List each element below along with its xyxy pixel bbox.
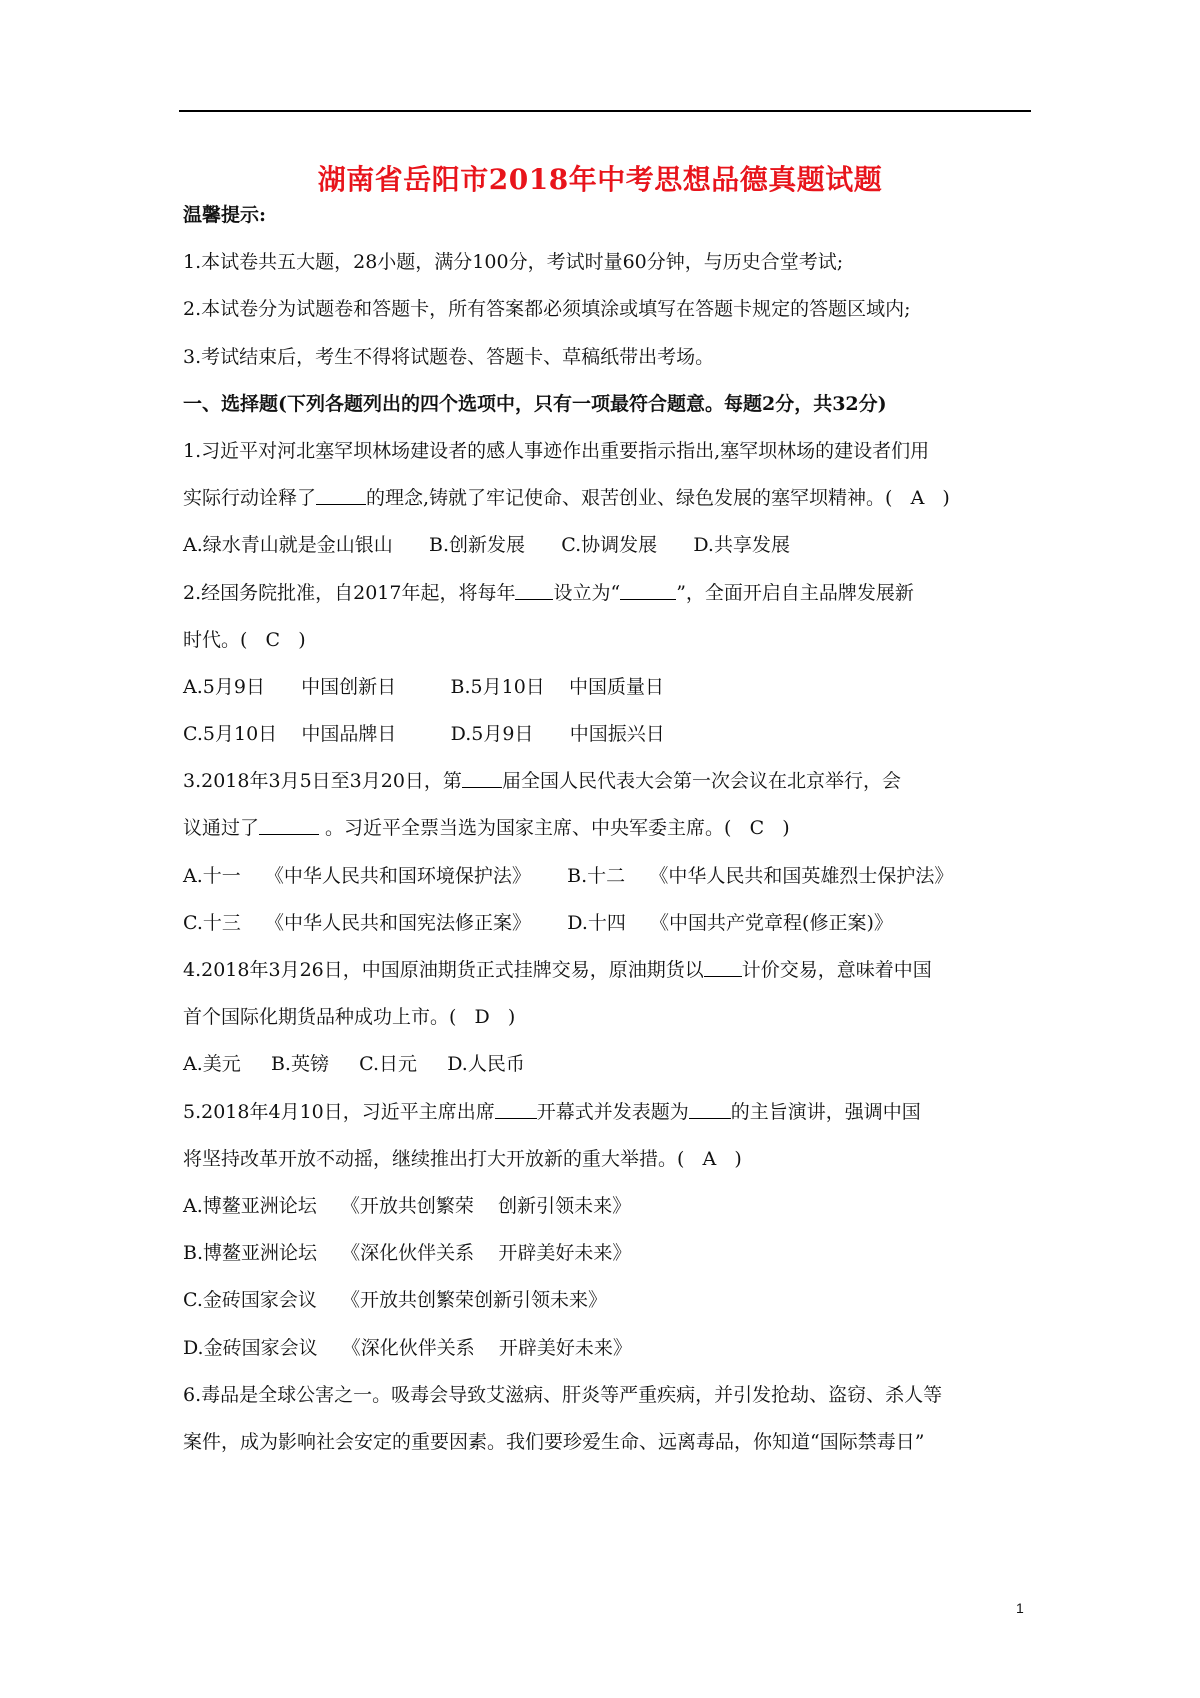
header-rule <box>179 110 1031 112</box>
q5-option-c: C.金砖国家会议 《开放共创繁荣创新引领未来》 <box>183 1289 608 1312</box>
q4-options: A.美元 B.英镑 C.日元 D.人民币 <box>183 1053 525 1076</box>
q2-line-1 <box>183 570 1033 617</box>
q2-options-1: A.5月9日 中国创新日 B.5月10日 中国质量日 <box>183 675 664 698</box>
tip-2: 2.本试卷分为试题卷和答题卡，所有答案都必须填涂或填写在答题卡规定的答题区域内; <box>183 298 911 321</box>
q2-text-b: 设立为“ <box>553 581 621 604</box>
q3-options-1: A.十一 《中华人民共和国环境保护法》 B.十二 《中华人民共和国英雄烈士保护法》 <box>183 864 954 887</box>
q4-line-1 <box>183 947 1033 994</box>
q6-line-2: 案件，成为影响社会安定的重要因素。我们要珍爱生命、远离毒品，你知道“国际禁毒日” <box>183 1430 925 1453</box>
section-1-heading: 一、选择题(下列各题列出的四个选项中，只有一项最符合题意。每题2分，共32分) <box>183 392 887 415</box>
q1-line-2 <box>183 475 1033 522</box>
q4-line-2: 首个国际化期货品种成功上市。( D ) <box>183 1006 516 1029</box>
tip-1: 1.本试卷共五大题，28小题，满分100分，考试时量60分钟，与历史合堂考试; <box>183 251 844 274</box>
q1-text-a: 实际行动诠释了 <box>183 487 317 510</box>
q3-text-a: 3.2018年3月5日至3月20日，第 <box>183 770 462 793</box>
q2-text-c: ”，全面开启自主品牌发展新 <box>676 581 914 604</box>
q5-line-2: 将坚持改革开放不动摇，继续推出打大开放新的重大举措。( A ) <box>183 1147 742 1170</box>
q3-text-b2: 。习近平全票当选为国家主席、中央军委主席。( C ) <box>319 817 790 840</box>
q4-text-b: 计价交易，意味着中国 <box>741 959 932 981</box>
q1-options: A.绿水青山就是金山银山 B.创新发展 C.协调发展 D.共享发展 <box>183 534 790 557</box>
answer-blank <box>620 577 676 600</box>
answer-blank <box>689 1096 731 1119</box>
q6-line-1: 6.毒品是全球公害之一。吸毒会导致艾滋病、肝炎等严重疾病，并引发抢劫、盗窃、杀人等 <box>183 1383 943 1406</box>
answer-blank <box>495 1096 537 1119</box>
q3-text-b: 届全国人民代表大会第一次会议在北京举行，会 <box>501 770 901 793</box>
q3-options-2: C.十三 《中华人民共和国宪法修正案》 D.十四 《中国共产党章程(修正案)》 <box>183 911 893 934</box>
q1-line-1: 1.习近平对河北塞罕坝林场建设者的感人事迹作出重要指示指出,塞罕坝林场的建设者们用 <box>183 439 930 462</box>
q2-text-a: 2.经国务院批准，自2017年起，将每年 <box>183 581 516 604</box>
q5-option-a: A.博鳌亚洲论坛 《开放共创繁荣 创新引领未来》 <box>183 1194 632 1217</box>
page-title: 湖南省岳阳市2018年中考思想品德真题试题 <box>317 163 883 196</box>
q5-option-d: D.金砖国家会议 《深化伙伴关系 开辟美好未来》 <box>183 1336 632 1359</box>
q5-text-b: 开幕式并发表题为 <box>536 1100 689 1123</box>
answer-blank <box>462 765 502 788</box>
tips-heading: 温馨提示: <box>183 204 267 226</box>
page-number: 1 <box>1016 1600 1024 1616</box>
answer-blank <box>316 482 366 505</box>
q5-text-c: 的主旨演讲，强调中国 <box>730 1100 921 1123</box>
q5-text-a: 5.2018年4月10日，习近平主席出席 <box>183 1100 495 1123</box>
q2-line-2: 时代。( C ) <box>183 628 306 651</box>
q2-options-2: C.5月10日 中国品牌日 D.5月9日 中国振兴日 <box>183 723 665 746</box>
q5-option-b: B.博鳌亚洲论坛 《深化伙伴关系 开辟美好未来》 <box>183 1242 632 1265</box>
q3-line-1 <box>183 758 1033 805</box>
document-body <box>183 192 1033 1466</box>
tip-3: 3.考试结束后，考生不得将试题卷、答题卡、草稿纸带出考场。 <box>183 345 715 368</box>
q3-line-2 <box>183 805 1033 852</box>
answer-blank <box>704 954 742 977</box>
answer-blank <box>515 577 553 600</box>
q5-line-1 <box>183 1089 1033 1136</box>
q3-text-a2: 议通过了 <box>183 817 260 840</box>
answer-blank <box>259 812 319 835</box>
q4-text-a: 4.2018年3月26日，中国原油期货正式挂牌交易，原油期货以 <box>183 959 704 981</box>
q1-text-b: 的理念,铸就了牢记使命、艰苦创业、绿色发展的塞罕坝精神。( A ) <box>366 487 950 510</box>
